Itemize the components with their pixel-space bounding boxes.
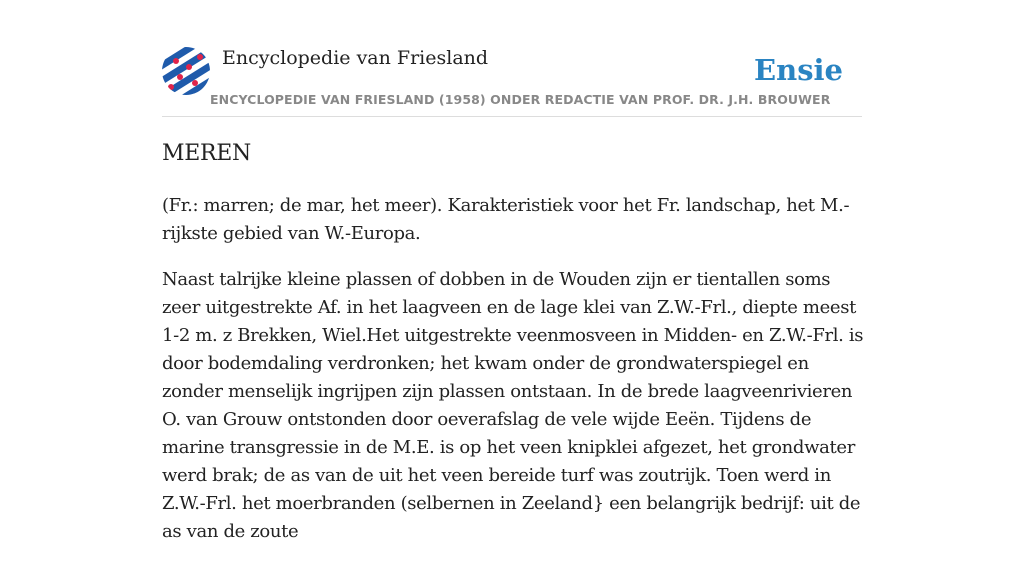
article [162,138,868,564]
site-header [162,46,862,117]
article-title: MEREN [162,141,251,166]
ensie-brand-link[interactable]: Ensie [754,53,843,87]
frisian-flag-icon[interactable] [162,47,210,95]
article-paragraph: (Fr.: marren; de mar, het meer). Karakteristiek voor het Fr. landschap, het M.-rijkste gebied van W.-Europa. [162,195,850,244]
article-paragraph: Naast talrijke kleine plassen of dobben in de Wouden zijn er tientallen soms zeer uitgestrekte Af. in het laagveen en de lage klei van Z.W.-Frl., diepte meest 1-2 m. z Brekken, Wiel.Het uitgestrekte veenmosveen in Midden- en Z.W.-Frl. is door bodemdaling verdronken; het kwam onder de grondwaterspiegel en zonder menselijk ingrijpen zijn plassen ontstaan. In de brede laagveenrivieren O. van Grouw ontstonden door oeverafslag de vele wijde Eeën. Tijdens de marine transgressie in de M.E. is op het veen knipklei afgezet, het grondwater werd brak; de as van de uit het veen bereide turf was zoutrijk. Toen werd in Z.W.-Frl. het moerbranden (selbernen in Zeeland} een belangrijk bedrijf: uit de as van de zoute [162,269,864,542]
site-subtitle: ENCYCLOPEDIE VAN FRIESLAND (1958) ONDER REDACTIE VAN PROF. DR. J.H. BROUWER [210,92,831,107]
site-title[interactable]: Encyclopedie van Friesland [222,47,489,69]
